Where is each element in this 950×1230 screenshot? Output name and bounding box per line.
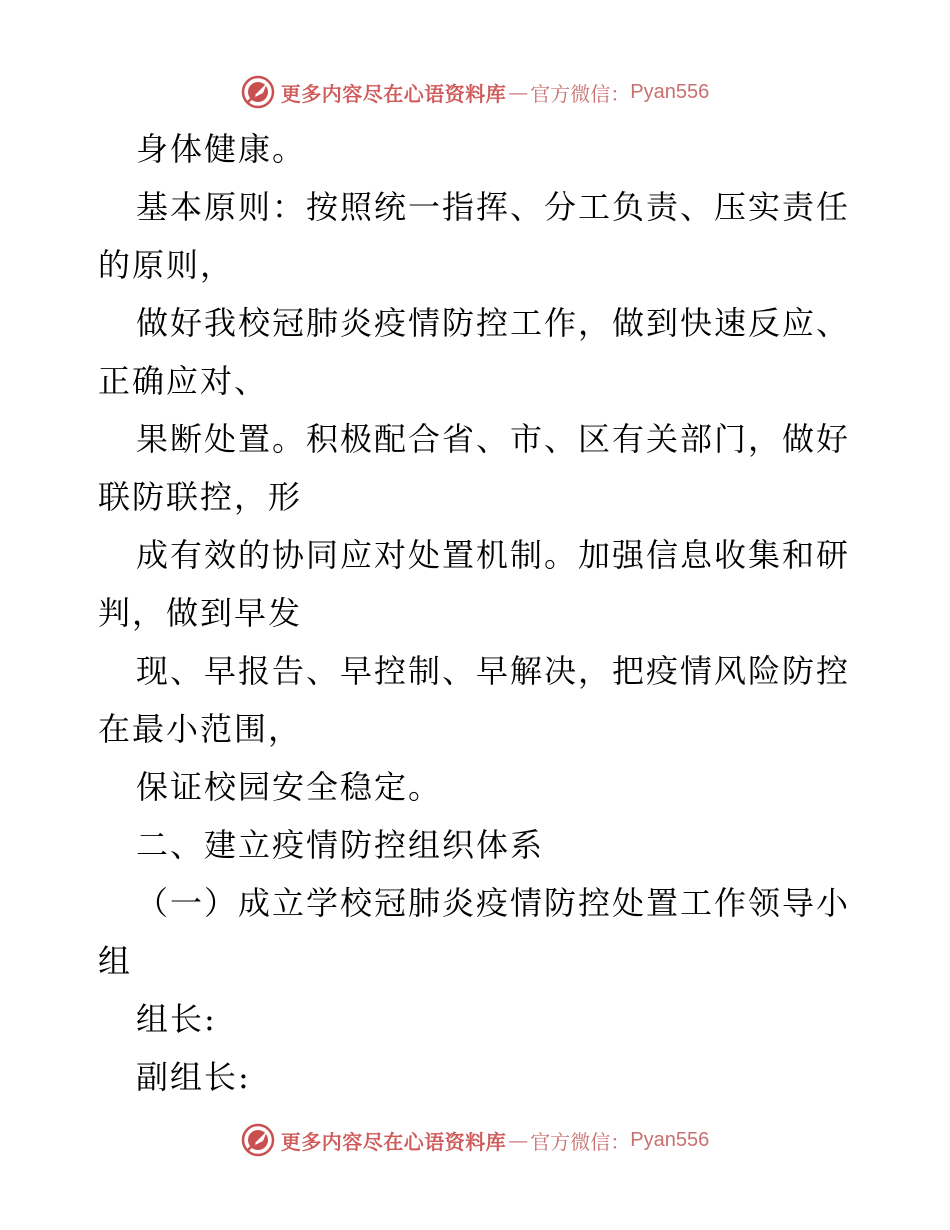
footer-watermark-banner (0, 1120, 950, 1160)
text-line: 保证校园安全稳定。 (136, 768, 443, 806)
text-line: 做好我校冠肺炎疫情防控工作，做到快速反应、 (136, 304, 851, 342)
text-line: 果断处置。积极配合省、市、区有关部门，做好 (136, 420, 851, 458)
banner-text: 更多内容尽在心语资料库 (280, 81, 507, 106)
text-line: 现、早报告、早控制、早解决，把疫情风险防控 (136, 652, 851, 690)
banner-separator: — (508, 1128, 529, 1152)
banner-wechat-id: Pyan556 (630, 80, 710, 103)
text-line: 身体健康。 (136, 130, 307, 168)
text-line: 判，做到早发 (98, 594, 303, 632)
banner-text: 更多内容尽在心语资料库 (280, 1129, 507, 1154)
banner-wechat-label: 官方微信： (530, 81, 631, 106)
section-heading: 二、建立疫情防控组织体系 (136, 826, 545, 864)
quill-logo-icon (241, 75, 275, 109)
text-line: 组 (98, 942, 133, 980)
quill-logo-icon (241, 1123, 275, 1157)
banner-wechat-id: Pyan556 (630, 1128, 710, 1151)
text-line: 的原则， (98, 246, 235, 284)
banner-wechat-label: 官方微信： (530, 1129, 631, 1154)
text-line: 联防联控，形 (98, 478, 303, 516)
text-line: 正确应对、 (98, 362, 269, 400)
header-watermark-banner (0, 72, 950, 112)
subsection-heading: （一）成立学校冠肺炎疫情防控处置工作领导小 (136, 884, 851, 922)
text-line: 在最小范围， (98, 710, 303, 748)
leader-label: 组长: (136, 1000, 217, 1038)
document-body (98, 120, 858, 1106)
text-line: 基本原则：按照统一指挥、分工负责、压实责任 (136, 188, 851, 226)
banner-separator: — (508, 80, 529, 104)
deputy-leader-label: 副组长: (136, 1058, 251, 1096)
text-line: 成有效的协同应对处置机制。加强信息收集和研 (136, 536, 851, 574)
